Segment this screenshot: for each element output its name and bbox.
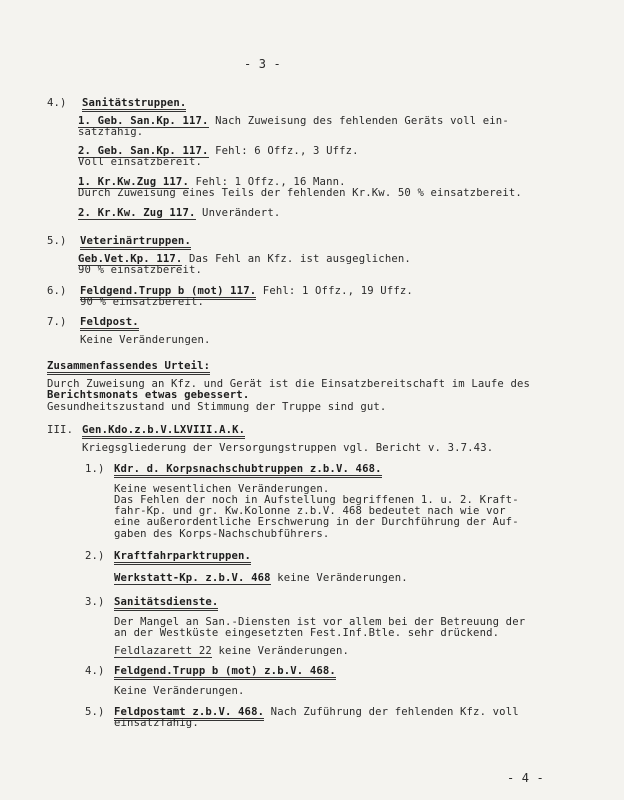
s3-item1-title: Kdr. d. Korpsnachschubtruppen z.b.V. 468. — [114, 463, 382, 478]
s3-item4-line1: Keine Veränderungen. — [114, 685, 245, 697]
section-5-title: Veterinärtruppen. — [80, 235, 191, 250]
s4-line2-text: Fehl: 6 Offz., 3 Uffz. — [208, 145, 359, 157]
s3-item5-number: 5.) — [85, 706, 105, 718]
section-3-title: Gen.Kdo.z.b.V.LXVIII.A.K. — [82, 424, 245, 439]
s5-line1-label: Geb.Vet.Kp. 117. — [78, 253, 183, 265]
s3-item3-line2: an der Westküste eingesetzten Fest.Inf.Btle. sehr drückend. — [114, 627, 500, 639]
s3-item4-number: 4.) — [85, 665, 105, 677]
summary-line2: Berichtsmonats etwas gebessert. — [47, 389, 250, 401]
s3-item2-number: 2.) — [85, 550, 105, 562]
section-4-number: 4.) — [47, 97, 67, 109]
s4-line4-label: 2. Kr.Kw. Zug 117. — [78, 207, 196, 219]
section-7-title: Feldpost. — [80, 316, 139, 331]
s4-line4-text: Unverändert. — [195, 207, 281, 219]
s3-item1-line5: gaben des Korps-Nachschubführers. — [114, 528, 330, 540]
section-7-number: 7.) — [47, 316, 67, 328]
page-number: - 3 - — [244, 57, 281, 71]
section-6-number: 6.) — [47, 285, 67, 297]
s3-item5-line2: einsatzfähig. — [114, 717, 199, 729]
section-5-number: 5.) — [47, 235, 67, 247]
section-6-title: Feldgend.Trupp b (mot) 117. — [80, 285, 256, 300]
s5-line1-text: Das Fehl an Kfz. ist ausgeglichen. — [182, 253, 411, 265]
s6-line1-text: Fehl: 1 Offz., 19 Uffz. — [256, 285, 413, 297]
s3-item3-number: 3.) — [85, 596, 105, 608]
s4-line3-label: 1. Kr.Kw.Zug 117. — [78, 176, 189, 188]
s3-item1-number: 1.) — [85, 463, 105, 475]
s4-line1-text: Nach Zuweisung des fehlenden Geräts voll ein- — [208, 115, 509, 127]
s7-line2: Keine Veränderungen. — [80, 334, 211, 346]
next-page-number: - 4 - — [507, 771, 544, 785]
s3-item1-line4: eine außerordentliche Erschwerung in der Durchführung der Auf- — [114, 516, 519, 528]
s4-line2-label: 2. Geb. San.Kp. 117. — [78, 145, 209, 157]
s4-line3-cont: Durch Zuweisung eines Teils der fehlenden Kr.Kw. 50 % einsatzbereit. — [78, 187, 522, 199]
s4-line1-cont: satzfähig. — [78, 126, 144, 138]
section-4-title: Sanitätstruppen. — [82, 97, 186, 112]
s4-line1-label: 1. Geb. San.Kp. 117. — [78, 115, 209, 127]
section-3-number: III. — [47, 424, 74, 436]
s3-item4-title: Feldgend.Trupp b (mot) z.b.V. 468. — [114, 665, 336, 680]
s3-item3-text: keine Veränderungen. — [211, 645, 350, 657]
s3-item5-text: Nach Zuführung der fehlenden Kfz. voll — [264, 706, 519, 718]
s3-item2-label: Werkstatt-Kp. z.b.V. 468 — [114, 572, 271, 584]
s4-line2-cont: Voll einsatzbereit. — [78, 156, 203, 168]
s6-line2: 90 % einsatzbereit. — [80, 296, 205, 308]
summary-line1: Durch Zuweisung an Kfz. und Gerät ist die Einsatzbereitschaft im Laufe des — [47, 378, 531, 390]
s3-item2-title: Kraftfahrparktruppen. — [114, 550, 251, 565]
s4-line3-text: Fehl: 1 Offz., 16 Mann. — [188, 176, 346, 188]
s3-item1-line1: Keine wesentlichen Veränderungen. — [114, 483, 330, 495]
s3-item1-line3: fahr-Kp. und gr. Kw.Kolonne z.b.V. 468 bedeutet nach wie vor — [114, 505, 506, 517]
s3-item3-line1: Der Mangel an San.-Diensten ist vor allem bei der Betreuung der — [114, 616, 526, 628]
s3-item3-title: Sanitätsdienste. — [114, 596, 218, 611]
summary-line3: Gesundheitszustand und Stimmung der Truppe sind gut. — [47, 401, 387, 413]
s5-line1-cont: 90 % einsatzbereit. — [78, 264, 203, 276]
s3-item5-title: Feldpostamt z.b.V. 468. — [114, 706, 264, 721]
s3-item3-label: Feldlazarett 22 — [114, 645, 212, 657]
section-3-intro: Kriegsgliederung der Versorgungstruppen vgl. Bericht v. 3.7.43. — [82, 442, 494, 454]
s3-item1-line2: Das Fehlen der noch in Aufstellung begriffenen 1. u. 2. Kraft- — [114, 494, 519, 506]
s3-item2-text: keine Veränderungen. — [270, 572, 408, 584]
summary-title: Zusammenfassendes Urteil: — [47, 360, 210, 375]
